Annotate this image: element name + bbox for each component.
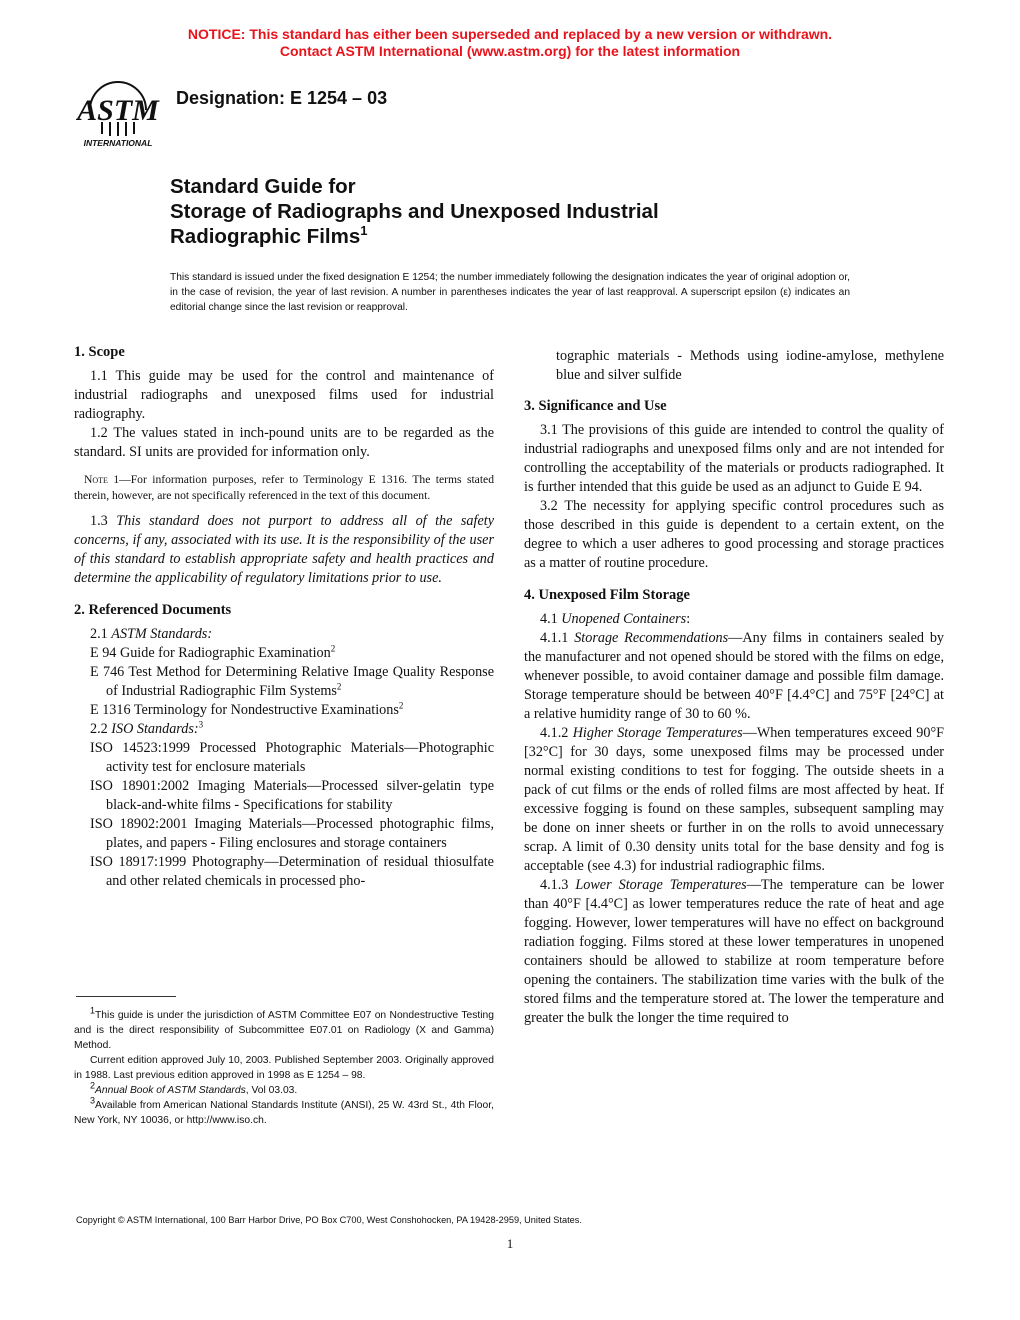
page-number: 1 — [506, 1236, 514, 1251]
ref-e94-text: E 94 Guide for Radiographic Examination — [90, 645, 331, 661]
footnote-3-text: Available from American National Standards Institute (ANSI), 25 W. 43rd St., 4th Floor, New York, NY 10036, or http://www.iso.ch. — [74, 1100, 494, 1126]
storage-4-1-1-text: —Any films in containers sealed by the manufacturer and not opened should be stored with the films on edge, whenever possible, to avoid container damage and possible film damage. Storage temperature should be between 40°F [4.4°C] and 75°F [24°C] at a relative humidity range of 30 to 60 %. — [524, 630, 945, 722]
copyright: Copyright © ASTM International, 100 Barr Harbor Drive, PO Box C700, West Conshohocken, PA 19428-2959, United States. — [76, 1215, 582, 1225]
significance-3-1: 3.1 The provisions of this guide are intended to control the quality of industrial radiographs and unexposed films only and are not intended for controlling the acceptability of the materials or products radiographed. It is further intended that this guide be used as an adjunct to Guide E 94. — [524, 422, 944, 495]
scope-1-1: 1.1 This guide may be used for the control and maintenance of industrial radiographs and unexposed films used for industrial radiography. — [74, 368, 494, 422]
storage-4-1-label: Unopened Containers — [561, 611, 687, 627]
ref-e746-text: E 746 Test Method for Determining Relative Image Quality Response of Industrial Radiographic Film Systems — [90, 664, 494, 699]
iso-standards-number: 2.2 — [90, 721, 112, 737]
notice-line-2: Contact ASTM International (www.astm.org) for the latest information — [279, 43, 741, 59]
storage-4-1 — [524, 610, 944, 629]
ref-e746 — [90, 663, 494, 701]
note-label: Note 1 — [84, 473, 120, 486]
notice-line-1: NOTICE: This standard has either been superseded and replaced by a new version or withdrawn. — [187, 26, 833, 42]
iso-standards-sup: 3 — [198, 719, 204, 730]
withdrawal-notice — [0, 26, 1020, 60]
footnote-1-text: This guide is under the jurisdiction of ASTM Committee E07 on Nondestructive Testing and is the direct responsibility of Subcommittee E07.01 on Radiology (X and Gamma) Method. — [74, 1010, 494, 1051]
ref-e1316 — [90, 701, 494, 720]
scope-heading: 1. Scope — [74, 344, 125, 360]
document-title — [170, 174, 930, 249]
footnote-1 — [74, 1005, 494, 1053]
scope-1-3 — [74, 512, 494, 588]
designation: Designation: E 1254 – 03 — [176, 88, 388, 108]
footnote-2-title: Annual Book of ASTM Standards — [95, 1085, 246, 1096]
logo-caption: INTERNATIONAL — [83, 138, 153, 148]
iso-standards-text: ISO Standards: — [111, 721, 199, 737]
footnote-3 — [74, 1095, 494, 1128]
ref-iso-18917-continued: tographic materials - Methods using iodine-amylose, methylene blue and silver sulfide — [556, 348, 944, 383]
title-line-2: Storage of Radiographs and Unexposed Industrial — [170, 200, 659, 223]
significance-heading: 3. Significance and Use — [524, 398, 667, 414]
ref-iso-18901: ISO 18901:2002 Imaging Materials—Processed silver-gelatin type black-and-white films - Specifications for stability — [90, 778, 494, 813]
footnote-divider — [76, 996, 176, 997]
storage-4-1-3-text: —The temperature can be lower than 40°F [4.4°C] as lower temperatures reduce the rate of heat and age fogging. However, lower temperatures will have no effect on background radiation fogging. Films stored at these lower temperatures in unopened containers should be allowed to stabilize at room temperature before opening the containers. The stabilization time varies with the bulk of the stored films and the temperature stored at. The lower the temperature and greater the bulk the longer the time required to — [524, 877, 945, 1026]
right-column — [524, 347, 944, 1028]
scope-1-3-text: This standard does not purport to address all of the safety concerns, if any, associated with its use. It is the responsibility of the user of this standard to establish appropriate safety and health practices and determine the applicability of regulatory limitations prior to use. — [74, 513, 494, 586]
footnote-1-marker: 1 — [90, 1005, 96, 1016]
footnote-2-marker: 2 — [90, 1080, 96, 1091]
storage-4-1-2 — [524, 724, 944, 876]
storage-4-1-2-text: —When temperatures exceed 90°F [32°C] for 30 days, some unexposed films may be processed under normal existing conditions to test for fogging. The outside sheets in a pack of cut films or the ends of rolled films are most affected by heat. If excessive fogging is found on these samples, subsequent sampling may be done on inner sheets or further in on the rolls to avoid unnecessary scrap. A limit of 0.30 density units total for the base density and fog is acceptable (see 4.3) for industrial radiographic films. — [524, 725, 945, 874]
note-1 — [74, 472, 494, 504]
storage-4-1-number: 4.1 — [540, 611, 562, 627]
footnote-2-tail: , Vol 03.03. — [245, 1085, 298, 1096]
left-column — [74, 343, 494, 891]
storage-4-1-3 — [524, 876, 944, 1028]
storage-4-1-1-label: Storage Recommendations — [574, 630, 729, 646]
storage-4-1-2-number: 4.1.2 — [540, 725, 573, 741]
ref-e94-sup: 2 — [330, 643, 336, 654]
refdocs-heading: 2. Referenced Documents — [74, 602, 232, 618]
ref-iso-18917: ISO 18917:1999 Photography—Determination of residual thiosulfate and other related chemicals in processed pho- — [90, 854, 494, 889]
ref-iso-14523: ISO 14523:1999 Processed Photographic Materials—Photographic activity test for enclosure materials — [90, 740, 494, 775]
ref-e1316-text: E 1316 Terminology for Nondestructive Examinations — [90, 702, 399, 718]
astm-standards-number: 2.1 — [90, 626, 112, 642]
title-line-1: Standard Guide for — [170, 175, 356, 198]
iso-standards-label — [74, 720, 494, 739]
ref-e746-sup: 2 — [336, 681, 342, 692]
storage-4-1-2-label: Higher Storage Temperatures — [572, 725, 743, 741]
ref-iso-18902: ISO 18902:2001 Imaging Materials—Processed photographic films, plates, and papers - Filing enclosures and storage containers — [90, 816, 494, 851]
storage-4-1-colon: : — [686, 611, 691, 627]
storage-4-1-3-number: 4.1.3 — [540, 877, 576, 893]
astm-standards-text: ASTM Standards: — [111, 626, 213, 642]
title-line-3: Radiographic Films — [170, 225, 361, 248]
storage-4-1-1-number: 4.1.1 — [540, 630, 575, 646]
ref-e94 — [90, 644, 494, 663]
logo-letters: ASTM — [77, 94, 159, 127]
significance-3-2: 3.2 The necessity for applying specific control procedures such as those described in this guide is dependent to a certain extent, on the degree to which a user adheres to good processing and storage practices as a matter of routine procedure. — [524, 498, 944, 571]
astm-logo — [76, 74, 160, 150]
astm-logo-icon — [76, 74, 160, 150]
footnote-3-marker: 3 — [90, 1095, 96, 1106]
issue-statement: This standard is issued under the fixed designation E 1254; the number immediately following the designation indicates the year of original adoption or, in the case of revision, the year of last revision. A number in parentheses indicates the year of last reapproval. A superscript epsilon (ε) indicates an editorial change since the last revision or reapproval. — [170, 272, 850, 314]
note-text: —For information purposes, refer to Terminology E 1316. The terms stated therein, however, are not specifically referenced in the text of this document. — [74, 473, 494, 502]
footnote-2 — [74, 1080, 494, 1098]
storage-4-1-3-label: Lower Storage Temperatures — [575, 877, 747, 893]
astm-standards-label — [74, 625, 494, 644]
storage-heading: 4. Unexposed Film Storage — [524, 587, 690, 603]
footnotes — [74, 1005, 494, 1128]
footnote-1-edition: Current edition approved July 10, 2003. Published September 2003. Originally approved in 1988. Last previous edition approved in 1998 as E 1254 – 98. — [74, 1055, 494, 1081]
scope-1-3-number: 1.3 — [90, 513, 117, 529]
storage-4-1-1 — [524, 629, 944, 724]
ref-e1316-sup: 2 — [398, 700, 404, 711]
title-footnote-ref: 1 — [360, 223, 368, 239]
scope-1-2: 1.2 The values stated in inch-pound units are to be regarded as the standard. SI units are provided for information only. — [74, 425, 494, 460]
